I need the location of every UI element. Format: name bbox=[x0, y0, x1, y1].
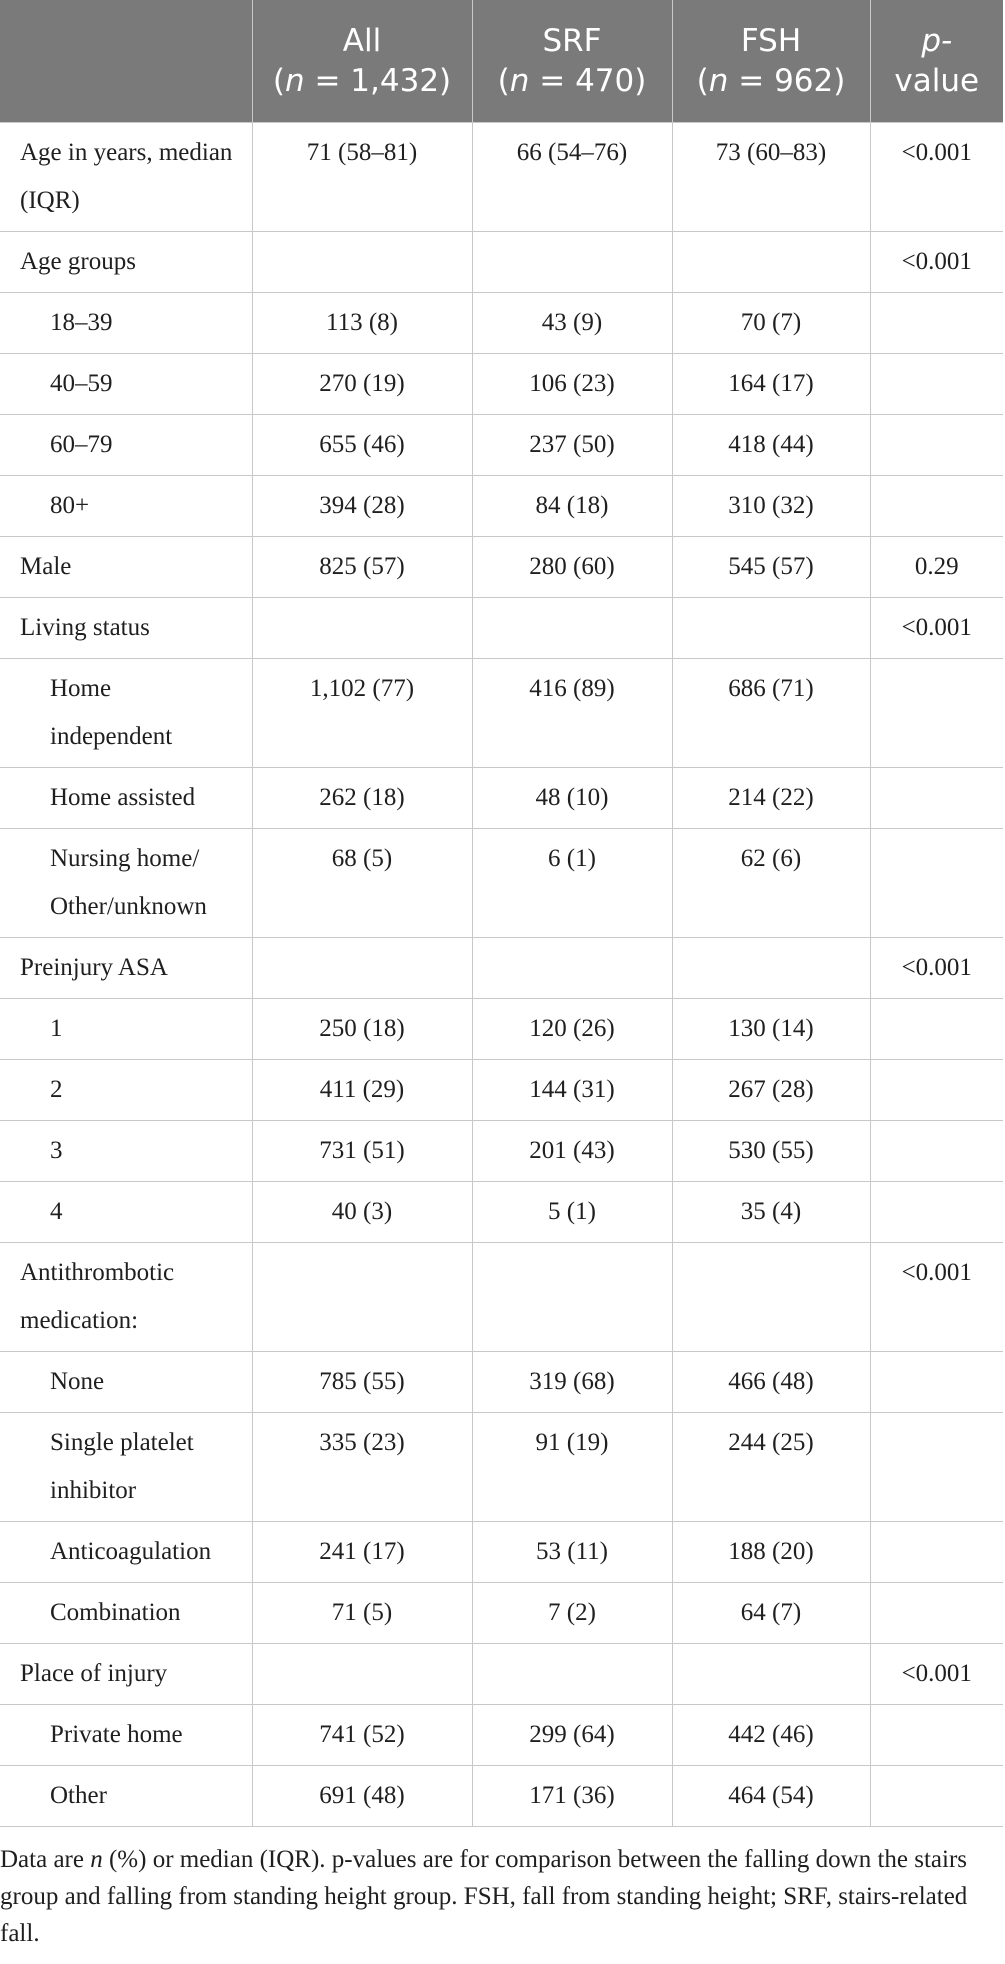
table-row bbox=[0, 829, 1003, 938]
table-header bbox=[0, 0, 1003, 123]
row-label-cell: Other bbox=[0, 1766, 252, 1827]
cell-p-value: <0.001 bbox=[870, 123, 1003, 232]
cell-fsh: 442 (46) bbox=[672, 1705, 870, 1766]
table-row bbox=[0, 293, 1003, 354]
cell-fsh: 310 (32) bbox=[672, 476, 870, 537]
cell-srf: 106 (23) bbox=[472, 354, 672, 415]
cell-fsh: 214 (22) bbox=[672, 768, 870, 829]
cell-p-value bbox=[870, 1182, 1003, 1243]
cell-srf: 53 (11) bbox=[472, 1522, 672, 1583]
table-row bbox=[0, 1352, 1003, 1413]
header-cell-p-value bbox=[870, 0, 1003, 123]
cell-p-value bbox=[870, 1413, 1003, 1522]
cell-srf: 84 (18) bbox=[472, 476, 672, 537]
cell-fsh: 244 (25) bbox=[672, 1413, 870, 1522]
cell-fsh: 466 (48) bbox=[672, 1352, 870, 1413]
cell-srf bbox=[472, 938, 672, 999]
cell-p-value bbox=[870, 1766, 1003, 1827]
cell-p-value bbox=[870, 1121, 1003, 1182]
cell-fsh: 70 (7) bbox=[672, 293, 870, 354]
cell-fsh: 62 (6) bbox=[672, 829, 870, 938]
table-row bbox=[0, 999, 1003, 1060]
cell-p-value: <0.001 bbox=[870, 1644, 1003, 1705]
cell-fsh: 164 (17) bbox=[672, 354, 870, 415]
cell-fsh: 464 (54) bbox=[672, 1766, 870, 1827]
cell-fsh: 530 (55) bbox=[672, 1121, 870, 1182]
cell-fsh: 64 (7) bbox=[672, 1583, 870, 1644]
cell-all: 113 (8) bbox=[252, 293, 472, 354]
cell-p-value bbox=[870, 1705, 1003, 1766]
cell-all: 691 (48) bbox=[252, 1766, 472, 1827]
cell-fsh bbox=[672, 1644, 870, 1705]
cell-all: 68 (5) bbox=[252, 829, 472, 938]
table-row bbox=[0, 1705, 1003, 1766]
header-fsh-n: (n = 962) bbox=[696, 63, 846, 99]
row-label-cell: Home assisted bbox=[0, 768, 252, 829]
cell-fsh: 686 (71) bbox=[672, 659, 870, 768]
cell-all bbox=[252, 1243, 472, 1352]
cell-all: 741 (52) bbox=[252, 1705, 472, 1766]
cell-srf: 5 (1) bbox=[472, 1182, 672, 1243]
table-row bbox=[0, 354, 1003, 415]
cell-srf: 280 (60) bbox=[472, 537, 672, 598]
row-label-cell: 18–39 bbox=[0, 293, 252, 354]
header-p-label-2: value bbox=[894, 63, 980, 99]
row-label-cell: None bbox=[0, 1352, 252, 1413]
cell-p-value bbox=[870, 415, 1003, 476]
cell-srf bbox=[472, 232, 672, 293]
table-row bbox=[0, 476, 1003, 537]
cell-p-value bbox=[870, 1352, 1003, 1413]
header-fsh-label: FSH bbox=[740, 23, 802, 59]
cell-fsh: 267 (28) bbox=[672, 1060, 870, 1121]
row-label-cell: Anticoagulation bbox=[0, 1522, 252, 1583]
cell-p-value bbox=[870, 476, 1003, 537]
table-row bbox=[0, 1243, 1003, 1352]
cell-srf bbox=[472, 1243, 672, 1352]
footnote-part1: Data are bbox=[0, 1846, 91, 1873]
header-cell-fsh bbox=[672, 0, 870, 123]
table-row bbox=[0, 1182, 1003, 1243]
cell-fsh bbox=[672, 1243, 870, 1352]
cell-p-value bbox=[870, 1522, 1003, 1583]
row-label-cell: Nursing home/ Other/unknown bbox=[0, 829, 252, 938]
cell-all: 71 (5) bbox=[252, 1583, 472, 1644]
cell-srf: 299 (64) bbox=[472, 1705, 672, 1766]
cell-all: 250 (18) bbox=[252, 999, 472, 1060]
table-row bbox=[0, 123, 1003, 232]
footnote-n-italic: n bbox=[90, 1846, 103, 1873]
cell-fsh: 35 (4) bbox=[672, 1182, 870, 1243]
cell-p-value bbox=[870, 829, 1003, 938]
table-row bbox=[0, 537, 1003, 598]
cell-p-value bbox=[870, 659, 1003, 768]
cell-all: 731 (51) bbox=[252, 1121, 472, 1182]
table-row bbox=[0, 415, 1003, 476]
cell-all: 655 (46) bbox=[252, 415, 472, 476]
cell-all: 785 (55) bbox=[252, 1352, 472, 1413]
cell-all: 241 (17) bbox=[252, 1522, 472, 1583]
cell-all: 411 (29) bbox=[252, 1060, 472, 1121]
table-footnote bbox=[0, 1827, 1002, 1952]
header-all-label: All bbox=[342, 23, 382, 59]
cell-all: 1,102 (77) bbox=[252, 659, 472, 768]
cell-p-value: <0.001 bbox=[870, 598, 1003, 659]
row-label-cell: Living status bbox=[0, 598, 252, 659]
cell-srf: 6 (1) bbox=[472, 829, 672, 938]
table-row bbox=[0, 938, 1003, 999]
cell-fsh: 188 (20) bbox=[672, 1522, 870, 1583]
cell-p-value bbox=[870, 293, 1003, 354]
cell-all: 335 (23) bbox=[252, 1413, 472, 1522]
cell-fsh: 418 (44) bbox=[672, 415, 870, 476]
table-row bbox=[0, 1522, 1003, 1583]
table-row bbox=[0, 1583, 1003, 1644]
cell-fsh: 73 (60–83) bbox=[672, 123, 870, 232]
table-row bbox=[0, 1060, 1003, 1121]
cell-all: 262 (18) bbox=[252, 768, 472, 829]
row-label-cell: 3 bbox=[0, 1121, 252, 1182]
cell-p-value bbox=[870, 1060, 1003, 1121]
header-p-label-1: p- bbox=[921, 23, 953, 59]
cell-srf: 416 (89) bbox=[472, 659, 672, 768]
cell-fsh bbox=[672, 232, 870, 293]
row-label-cell: 40–59 bbox=[0, 354, 252, 415]
cell-p-value bbox=[870, 354, 1003, 415]
row-label-cell: Private home bbox=[0, 1705, 252, 1766]
row-label-cell: 60–79 bbox=[0, 415, 252, 476]
row-label-cell: 80+ bbox=[0, 476, 252, 537]
row-label-cell: Home independent bbox=[0, 659, 252, 768]
footnote-part2: (%) or median (IQR). p-values are for comparison between the falling down the stairs group and falling from standing height group. FSH, fall from standing height; SRF, stairs-related fall. bbox=[0, 1846, 968, 1947]
cell-p-value: <0.001 bbox=[870, 232, 1003, 293]
header-cell-variable bbox=[0, 0, 252, 123]
row-label-cell: Combination bbox=[0, 1583, 252, 1644]
row-label-cell: Antithrombotic medication: bbox=[0, 1243, 252, 1352]
cell-srf: 43 (9) bbox=[472, 293, 672, 354]
row-label-cell: 4 bbox=[0, 1182, 252, 1243]
cell-srf: 7 (2) bbox=[472, 1583, 672, 1644]
row-label-cell: 2 bbox=[0, 1060, 252, 1121]
cell-p-value bbox=[870, 999, 1003, 1060]
cell-all bbox=[252, 1644, 472, 1705]
cell-fsh bbox=[672, 598, 870, 659]
header-cell-all bbox=[252, 0, 472, 123]
row-label-cell: Place of injury bbox=[0, 1644, 252, 1705]
cell-fsh: 545 (57) bbox=[672, 537, 870, 598]
cell-p-value: <0.001 bbox=[870, 1243, 1003, 1352]
cell-srf: 171 (36) bbox=[472, 1766, 672, 1827]
cell-fsh bbox=[672, 938, 870, 999]
cell-p-value bbox=[870, 768, 1003, 829]
cell-srf: 48 (10) bbox=[472, 768, 672, 829]
cell-srf: 91 (19) bbox=[472, 1413, 672, 1522]
table-row bbox=[0, 1413, 1003, 1522]
cell-srf: 201 (43) bbox=[472, 1121, 672, 1182]
cell-all: 394 (28) bbox=[252, 476, 472, 537]
cell-srf bbox=[472, 1644, 672, 1705]
header-all-n: (n = 1,432) bbox=[272, 63, 452, 99]
cell-srf: 144 (31) bbox=[472, 1060, 672, 1121]
row-label-cell: Preinjury ASA bbox=[0, 938, 252, 999]
table-row bbox=[0, 1121, 1003, 1182]
cell-p-value bbox=[870, 1583, 1003, 1644]
cell-srf: 237 (50) bbox=[472, 415, 672, 476]
header-row bbox=[0, 0, 1003, 123]
table-row bbox=[0, 232, 1003, 293]
cell-all: 825 (57) bbox=[252, 537, 472, 598]
cell-srf: 319 (68) bbox=[472, 1352, 672, 1413]
row-label-cell: Male bbox=[0, 537, 252, 598]
row-label-cell: Single platelet inhibitor bbox=[0, 1413, 252, 1522]
cell-all bbox=[252, 232, 472, 293]
cell-p-value: 0.29 bbox=[870, 537, 1003, 598]
header-srf-n: (n = 470) bbox=[497, 63, 647, 99]
table-row bbox=[0, 1644, 1003, 1705]
header-srf-label: SRF bbox=[542, 23, 602, 59]
header-cell-srf bbox=[472, 0, 672, 123]
table-row bbox=[0, 659, 1003, 768]
cell-srf: 66 (54–76) bbox=[472, 123, 672, 232]
cell-fsh: 130 (14) bbox=[672, 999, 870, 1060]
cell-all: 270 (19) bbox=[252, 354, 472, 415]
row-label-cell: Age in years, median (IQR) bbox=[0, 123, 252, 232]
row-label-cell: Age groups bbox=[0, 232, 252, 293]
row-label-cell: 1 bbox=[0, 999, 252, 1060]
cell-srf: 120 (26) bbox=[472, 999, 672, 1060]
table-body bbox=[0, 123, 1003, 1827]
cell-srf bbox=[472, 598, 672, 659]
cell-all bbox=[252, 938, 472, 999]
cell-all: 40 (3) bbox=[252, 1182, 472, 1243]
table-row bbox=[0, 1766, 1003, 1827]
table-row bbox=[0, 598, 1003, 659]
cell-p-value: <0.001 bbox=[870, 938, 1003, 999]
cell-all: 71 (58–81) bbox=[252, 123, 472, 232]
table-row bbox=[0, 768, 1003, 829]
cell-all bbox=[252, 598, 472, 659]
